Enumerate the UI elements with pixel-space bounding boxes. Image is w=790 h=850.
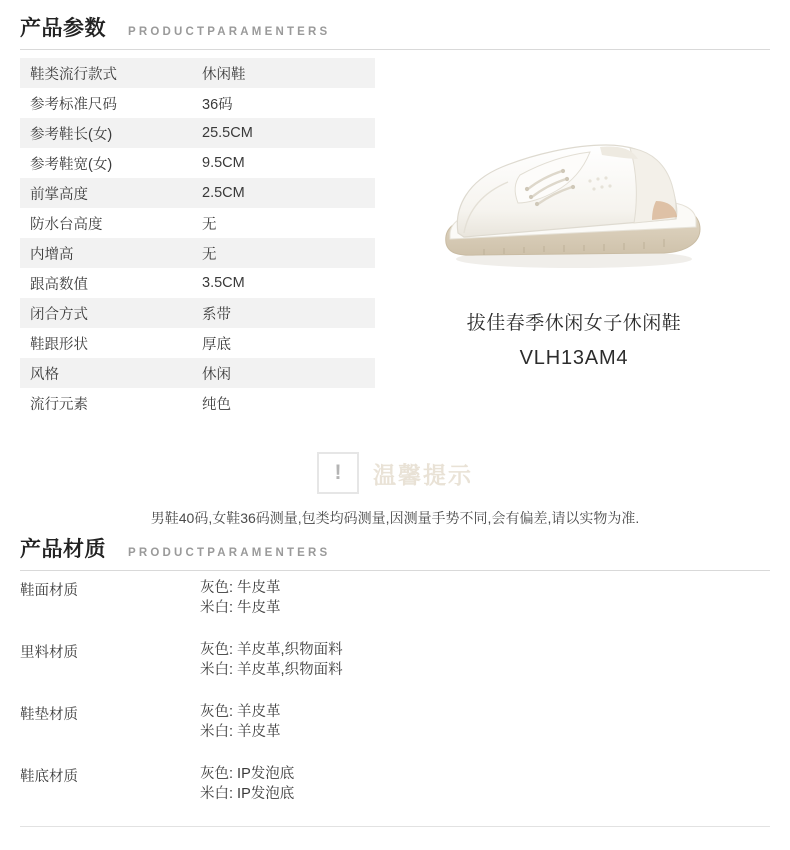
spec-value: 厚底	[202, 336, 231, 353]
spec-value: 9.5CM	[202, 155, 245, 171]
material-key: 鞋面材质	[20, 583, 78, 599]
material-key: 鞋底材质	[20, 769, 78, 785]
spec-table	[20, 58, 375, 418]
product-image	[424, 115, 724, 290]
table-row	[20, 702, 760, 742]
material-value-line: 米白: IP发泡底	[200, 786, 295, 802]
spec-value: 纯色	[202, 396, 231, 413]
table-row	[20, 58, 375, 88]
material-key: 里料材质	[20, 645, 78, 661]
table-row	[20, 178, 375, 208]
section-heading-parameters	[0, 12, 350, 42]
section-title-zh: 产品参数	[20, 17, 106, 40]
section-title-en: PRODUCTPARAMENTERS	[128, 547, 331, 559]
spec-value: 休闲鞋	[202, 66, 246, 83]
material-values	[200, 578, 760, 618]
tips-header	[0, 452, 790, 494]
material-values	[200, 640, 760, 680]
spec-key: 跟高数值	[30, 276, 88, 293]
sneaker-illustration	[424, 115, 724, 290]
exclamation-icon: !	[317, 452, 359, 494]
section-title-zh: 产品材质	[20, 538, 106, 561]
tips-title: 温馨提示	[373, 461, 473, 488]
product-title: 拔佳春季休闲女子休闲鞋	[466, 313, 682, 334]
table-row	[20, 388, 375, 418]
table-row	[20, 88, 375, 118]
spec-key: 参考标准尺码	[30, 96, 117, 113]
section-heading-materials	[0, 533, 790, 563]
spec-key: 鞋跟形状	[30, 336, 88, 353]
spec-key: 前掌高度	[30, 186, 88, 203]
material-value-line: 灰色: 羊皮革,织物面料	[200, 642, 343, 658]
material-value-line: 米白: 羊皮革	[200, 724, 281, 740]
heading-divider-parameters	[20, 49, 770, 50]
table-row	[20, 148, 375, 178]
bottom-divider	[20, 826, 770, 827]
material-value-line: 灰色: 牛皮革	[200, 580, 281, 596]
spec-key: 风格	[30, 366, 59, 383]
table-row	[20, 268, 375, 298]
material-value-line: 灰色: IP发泡底	[200, 766, 295, 782]
spec-value: 休闲	[202, 366, 231, 383]
spec-value: 无	[202, 216, 217, 233]
spec-key: 参考鞋长(女)	[30, 126, 113, 143]
material-value-line: 米白: 羊皮革,织物面料	[200, 662, 343, 678]
material-values	[200, 764, 760, 804]
spec-key: 防水台高度	[30, 216, 103, 233]
table-row	[20, 298, 375, 328]
spec-value: 2.5CM	[202, 185, 245, 201]
table-row	[20, 358, 375, 388]
spec-value: 无	[202, 246, 217, 263]
table-row	[20, 578, 760, 618]
material-value-line: 米白: 牛皮革	[200, 600, 281, 616]
material-key: 鞋垫材质	[20, 707, 78, 723]
spec-value: 3.5CM	[202, 275, 245, 291]
spec-key: 参考鞋宽(女)	[30, 156, 113, 173]
spec-value: 系带	[202, 306, 231, 323]
heading-divider-materials	[20, 570, 770, 571]
section-heading-materials-wrap	[0, 533, 790, 571]
spec-key: 流行元素	[30, 396, 88, 413]
spec-key: 鞋类流行款式	[30, 66, 117, 83]
spec-value: 25.5CM	[202, 125, 253, 141]
table-row	[20, 328, 375, 358]
product-code: VLH13AM4	[519, 347, 629, 369]
table-row	[20, 238, 375, 268]
table-row	[20, 118, 375, 148]
table-row	[20, 764, 760, 804]
table-row	[20, 640, 760, 680]
material-values	[200, 702, 760, 742]
tips-block	[0, 452, 790, 528]
table-row	[20, 208, 375, 238]
spec-key: 内增高	[30, 246, 74, 263]
materials-table	[20, 578, 760, 826]
tips-text: 男鞋40码,女鞋36码测量,包类均码测量,因测量手势不同,会有偏差,请以实物为准.	[150, 510, 640, 526]
spec-key: 闭合方式	[30, 306, 88, 323]
product-showcase	[378, 115, 770, 370]
spec-value: 36码	[202, 96, 233, 113]
section-title-en: PRODUCTPARAMENTERS	[128, 26, 331, 38]
material-value-line: 灰色: 羊皮革	[200, 704, 281, 720]
